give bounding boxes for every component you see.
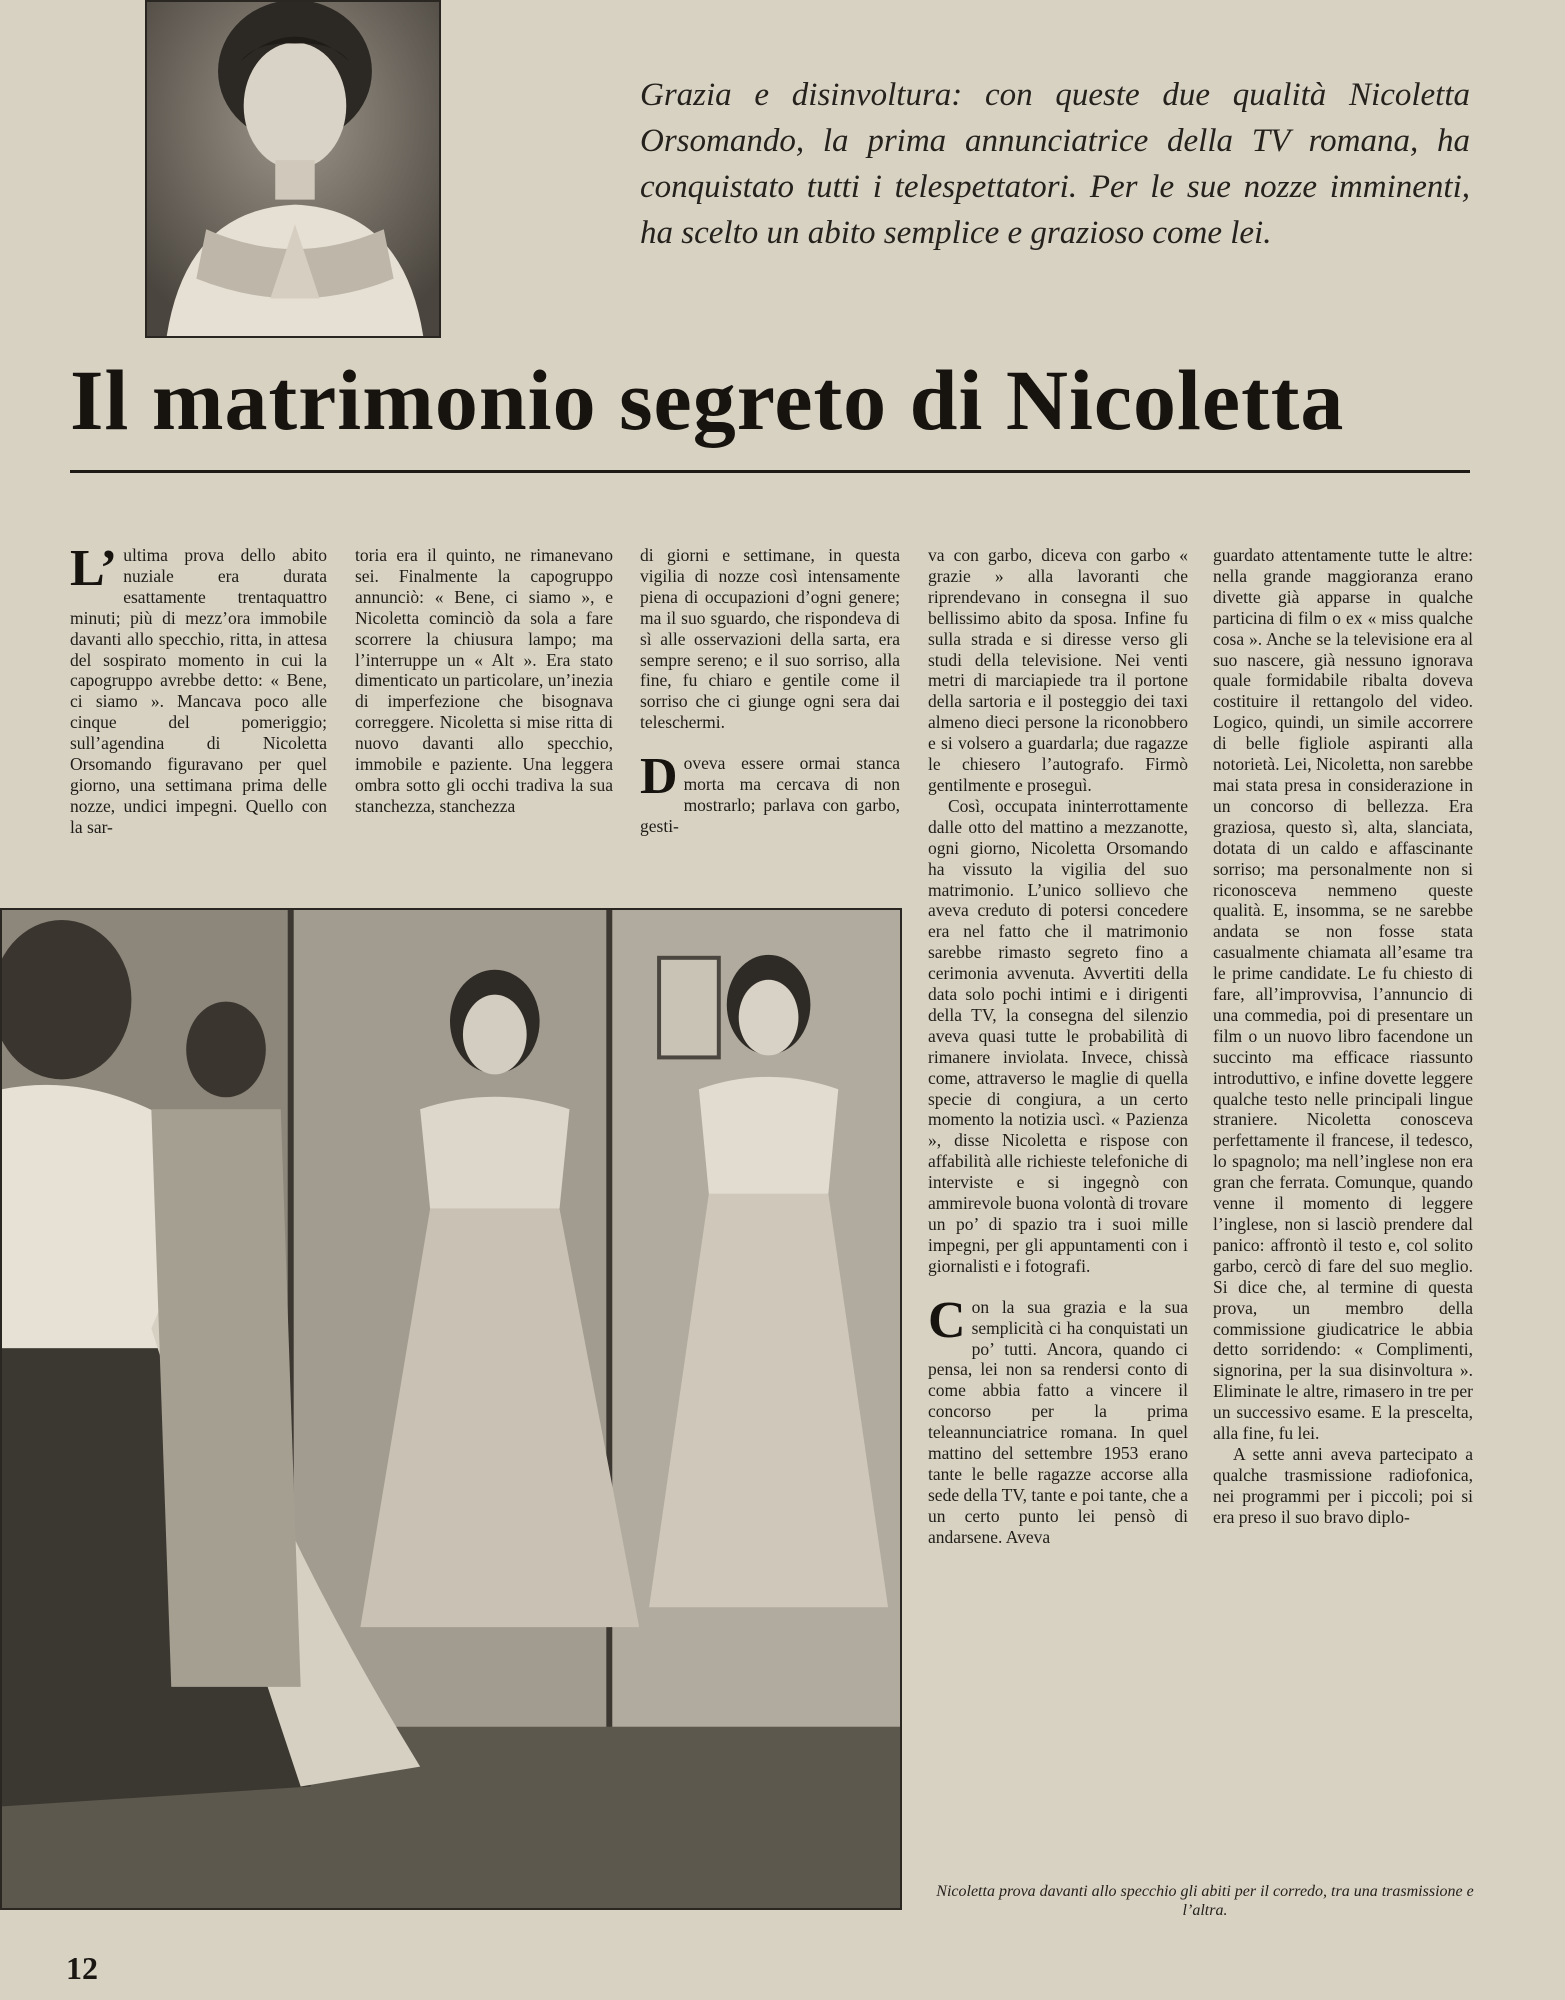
portrait-illustration	[147, 2, 439, 336]
article-paragraph: di giorni e settimane, in questa vigilia di nozze così intensamente piena di occupazioni d’ogni genere; ma il suo sguardo, che rispondeva di sì alle osservazioni della sarta, era sempre sereno; e il suo sorriso, alla fine, fu chiaro e gentile come il sorriso che ci giunge ogni sera dai teleschermi.	[640, 545, 900, 733]
mirror-photo	[0, 908, 902, 1910]
article-paragraph: Così, occupata ininterrottamente dalle otto del mattino a mezzanotte, ogni giorno, Nicoletta Orsomando ha vissuto la vigilia del suo matrimonio. L’unico sollievo che aveva creduto di potersi concedere era nel fatto che il matrimonio sarebbe rimasto segreto fino a cerimonia avvenuta. Avvertiti della data solo pochi intimi e i dirigenti della TV, la consegna del silenzio aveva quasi tutte le probabilità di rimanere inviolata. Invece, chissà come, attraverso le maglie di quella specie di congiura, a un certo momento la notizia uscì. « Pazienza », disse Nicoletta e rispose con affabilità alle richieste telefoniche di interviste e si ingegnò con ammirevole buona volontà di trovare un po’ di spazio tra i suoi mille impegni, per gli appuntamenti con i giornalisti e i fotografi.	[928, 795, 1188, 1276]
article-paragraph: va con garbo, diceva con garbo « grazie » alla lavoranti che riprendevano in consegna il suo bellissimo abito da sposa. Infine fu sulla strada e si diresse verso gli studi della televisione. Nei venti metri di marciapiede tra il portone della sartoria e il posteggio dei taxi almeno dieci persone la riconobbero e si volsero a guardarla; due ragazze le chiesero l’autografo. Firmò gentilmente e proseguì.	[928, 545, 1188, 795]
page-number: 12	[66, 1950, 98, 1986]
intro-paragraph: Grazia e disinvoltura: con queste due qualità Nicoletta Orsomando, la prima annunciatrice della TV romana, ha conquistato tutti i telespettatori. Per le sue nozze imminenti, ha scelto un abito semplice e grazioso come lei.	[640, 77, 1470, 251]
paragraph-text: oveva essere ormai stanca morta ma cercava di non mostrarlo; parlava con garbo, gesti-	[640, 753, 900, 836]
paragraph-text: ultima prova dello abito nuziale era durata esattamente trentaquattro minuti; più di mezz’ora immobile davanti allo specchio, ritta, in attesa del sospirato momento in cui la capogruppo avrebbe detto: « Bene, ci siamo ». Mancava poco alle cinque del pomeriggio; sull’agendina di Nicoletta Orsomando figuravano per quel giorno, una settimana prima delle nozze, undici impegni. Quello con la sar-	[70, 545, 327, 837]
mirror-illustration	[2, 910, 900, 1908]
article-paragraph	[640, 748, 900, 837]
drop-cap: D	[640, 748, 678, 806]
article-column-2	[355, 545, 613, 890]
drop-cap: C	[928, 1291, 966, 1349]
article-paragraph: A sette anni aveva partecipato a qualche trasmissione radiofonica, nei programmi per i piccoli; poi si era preso il suo bravo diplo-	[1213, 1443, 1473, 1527]
article-column-5	[1213, 545, 1473, 1845]
article-column-4	[928, 545, 1188, 1845]
article-paragraph	[928, 1291, 1188, 1548]
photo-caption: Nicoletta prova davanti allo specchio gli abiti per il corredo, tra una trasmissione e l’altra.	[936, 1883, 1474, 1919]
article-paragraph: guardato attentamente tutte le altre: nella grande maggioranza erano divette già apparse in qualche particina di film o ex « miss qualche cosa ». Anche se la televisione era al suo nascere, già nessuno ignorava quale formidabile ribalta doveva costituire il rettangolo del video. Logico, quindi, un simile accorrere di belle figliole aspiranti alla notorietà. Lei, Nicoletta, non sarebbe mai stata presa in considerazione in un concorso di bellezza. Era graziosa, questo sì, alta, slanciata, dotata di un caldo e affascinante sorriso; ma personalmente non si riconosceva nemmeno queste qualità. E, insomma, se ne sarebbe andata se non fosse stata casualmente chiamata all’esame tra le prime candidate. Le fu chiesto di fare, all’improvvisa, l’annuncio di una commedia, poi di presentare un film o un nuovo libro facendone un succinto ma efficace riassunto introduttivo, e infine dovette leggere qualche testo nelle principali lingue straniere. Nicoletta conosceva perfettamente il francese, il tedesco, lo spagnolo; ma nell’inglese non era gran che ferrata. Comunque, quando venne il momento di leggere l’inglese, non si lasciò prendere dal panico: affrontò il testo e, col solito garbo, cercò di fare del suo meglio. Si dice che, al termine di questa prova, un membro della commissione giudicatrice le abbia detto sorridendo: « Complimenti, signorina, per la sua disinvoltura ». Eliminate le altre, rimasero in tre per un successivo esame. E la prescelta, alla fine, fu lei.	[1213, 545, 1473, 1444]
paragraph-text: on la sua grazia e la sua semplicità ci ha conquistati un po’ tutti. Ancora, quando ci pensa, lei non sa rendersi conto di come abbia fatto a vincere il concorso per la prima teleannunciatrice romana. In quel mattino del settembre 1953 erano tante le belle ragazze accorse alla sede della TV, tante e poi tante, che a un certo punto lei pensò di andarsene. Aveva	[928, 1296, 1188, 1547]
title-divider	[70, 470, 1470, 473]
portrait-photo	[145, 0, 441, 338]
article-column-1	[70, 545, 327, 890]
article-paragraph: toria era il quinto, ne rimanevano sei. Finalmente la capogruppo annunciò: « Bene, ci siamo », e Nicoletta cominciò da sola a fare scorrere la chiusura lampo; ma l’interruppe un « Alt ». Era stato dimenticato un particolare, un’inezia di imperfezione che bisognava correggere. Nicoletta si mise ritta di nuovo davanti allo specchio, immobile e paziente. Una leggera ombra sotto gli occhi tradiva la sua stanchezza, stanchezza	[355, 545, 613, 816]
article-column-3	[640, 545, 900, 890]
article-paragraph	[70, 545, 327, 838]
drop-cap: L’	[70, 545, 118, 597]
page-title: Il matrimonio segreto di Nicoletta	[70, 352, 1345, 448]
